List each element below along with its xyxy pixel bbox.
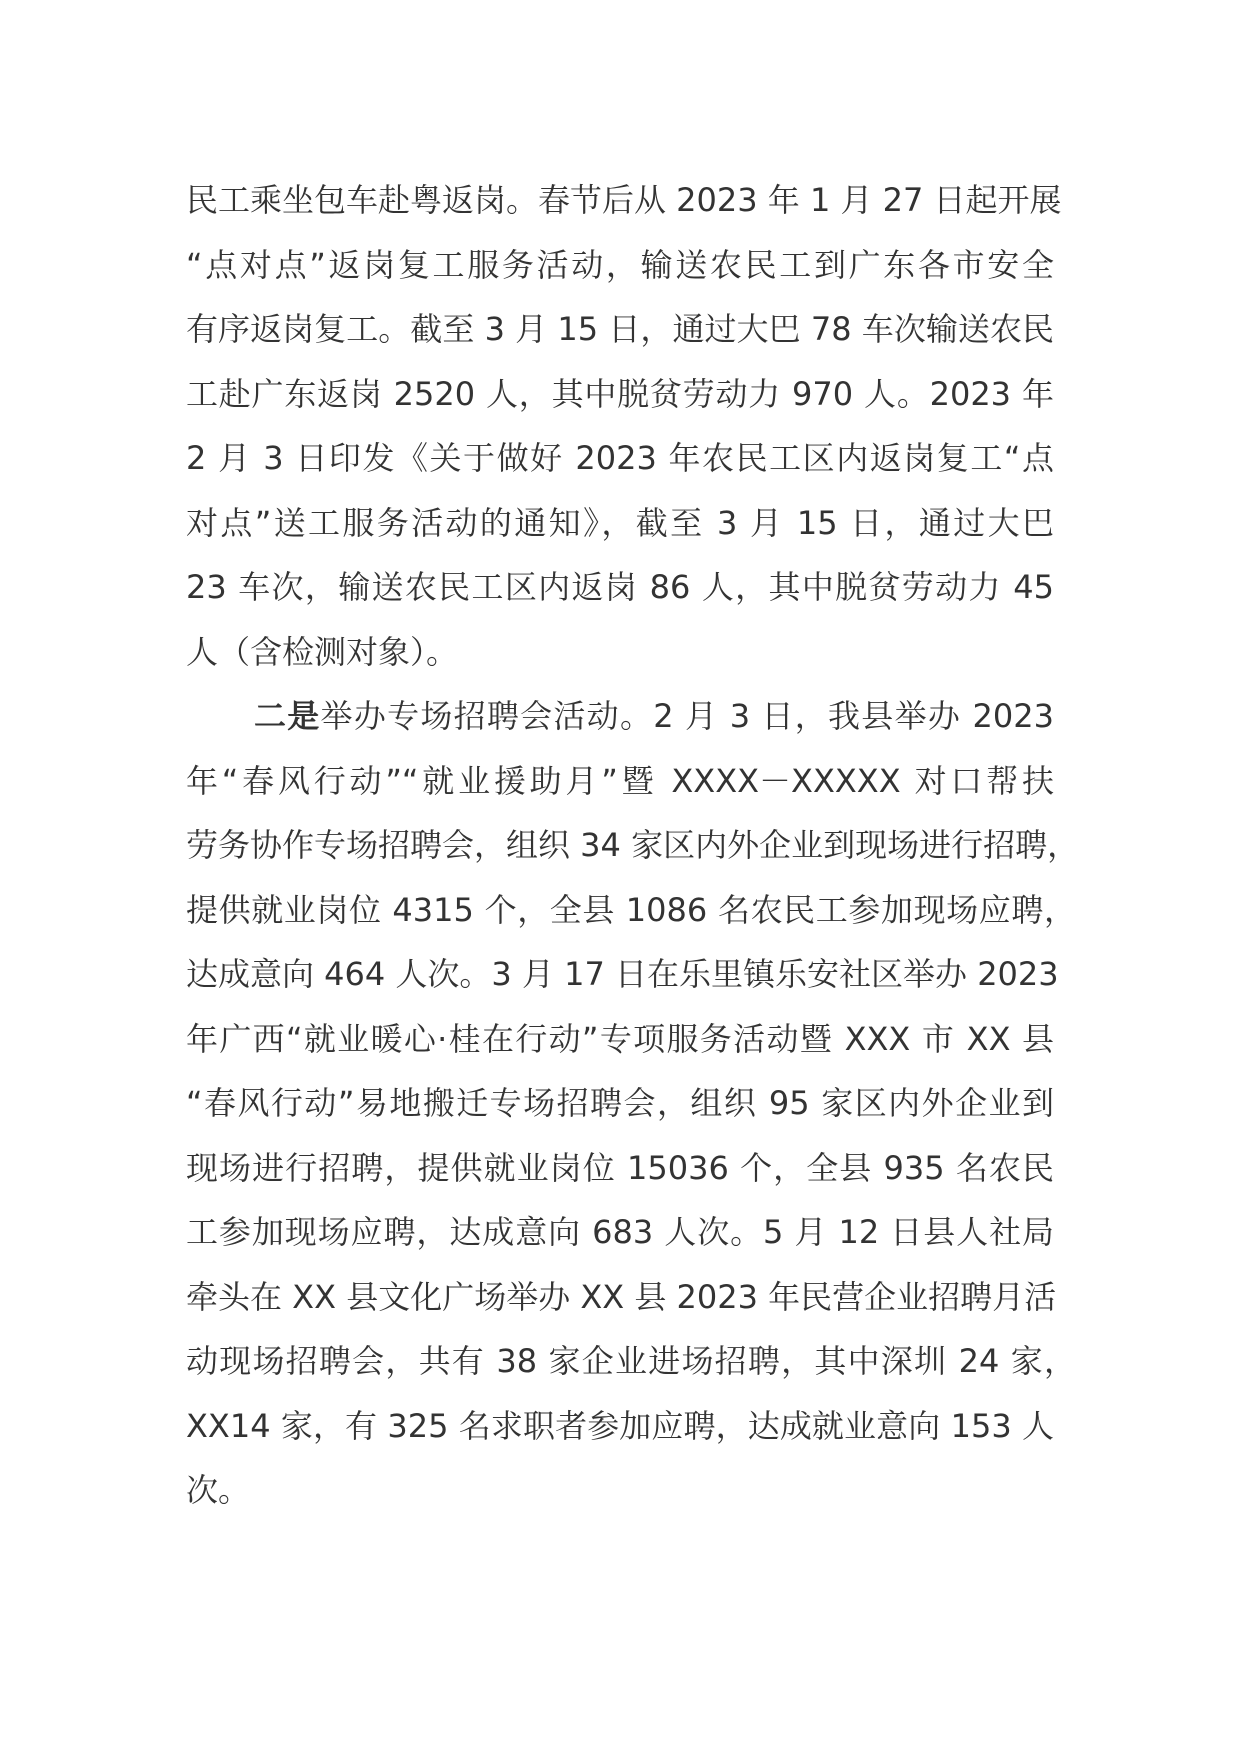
text-line: 次。 — [186, 1471, 251, 1509]
paragraph-first-line — [186, 684, 1054, 749]
text-line: “春风行动”易地搬迁专场招聘会，组织 95 家区内外企业到 — [186, 1084, 1054, 1122]
text-line: 现场进行招聘，提供就业岗位 15036 个，全县 935 名农民 — [186, 1148, 1054, 1187]
text-line: 工赴广东返岗 2520 人，其中脱贫劳动力 970 人。2023 年 — [186, 374, 1054, 413]
text-line: 2 月 3 日印发《关于做好 2023 年农民工区内返岗复工“点 — [186, 439, 1054, 477]
text-line: 动现场招聘会，共有 38 家企业进场招聘，其中深圳 24 家， — [186, 1342, 1076, 1380]
text-line: 对点”送工服务活动的通知》，截至 3 月 15 日，通过大巴 — [186, 503, 1054, 542]
text-line: 年广西“就业暖心·桂在行动”专项服务活动暨 XXX 市 XX 县 — [186, 1019, 1054, 1058]
text-line: 达成意向 464 人次。3 月 17 日在乐里镇乐安社区举办 2023 — [186, 955, 1059, 993]
text-line: XX14 家，有 325 名求职者参加应聘，达成就业意向 153 人 — [186, 1406, 1054, 1445]
text-line: 23 车次，输送农民工区内返岗 86 人，其中脱贫劳动力 45 — [186, 568, 1054, 606]
text-segment: 举办专场招聘会活动。2 月 3 日，我县举办 2023 — [320, 697, 1054, 735]
text-line: “点对点”返岗复工服务活动，输送农民工到广东各市安全 — [186, 245, 1054, 284]
text-line: 提供就业岗位 4315 个，全县 1086 名农民工参加现场应聘， — [186, 890, 1076, 929]
text-line: 工参加现场应聘，达成意向 683 人次。5 月 12 日县人社局 — [186, 1213, 1054, 1251]
text-line: 人（含检测对象）。 — [186, 632, 459, 671]
paragraph-job-fairs — [186, 684, 1080, 1523]
text-line: 牵头在 XX 县文化广场举办 XX 县 2023 年民营企业招聘月活 — [186, 1277, 1057, 1316]
text-line: 民工乘坐包车赴粤返岗。春节后从 2023 年 1 月 27 日起开展 — [186, 181, 1062, 219]
text-line: 有序返岗复工。截至 3 月 15 日，通过大巴 78 车次输送农民 — [186, 310, 1054, 348]
text-line: 年“春风行动”“就业援助月”暨 XXXX－XXXXX 对口帮扶 — [186, 761, 1054, 800]
document-body — [186, 168, 1080, 1523]
text-line: 劳务协作专场招聘会，组织 34 家区内外企业到现场进行招聘， — [186, 826, 1080, 864]
paragraph-transport-return — [186, 168, 1076, 684]
paragraph-lead: 二是 — [254, 697, 321, 735]
